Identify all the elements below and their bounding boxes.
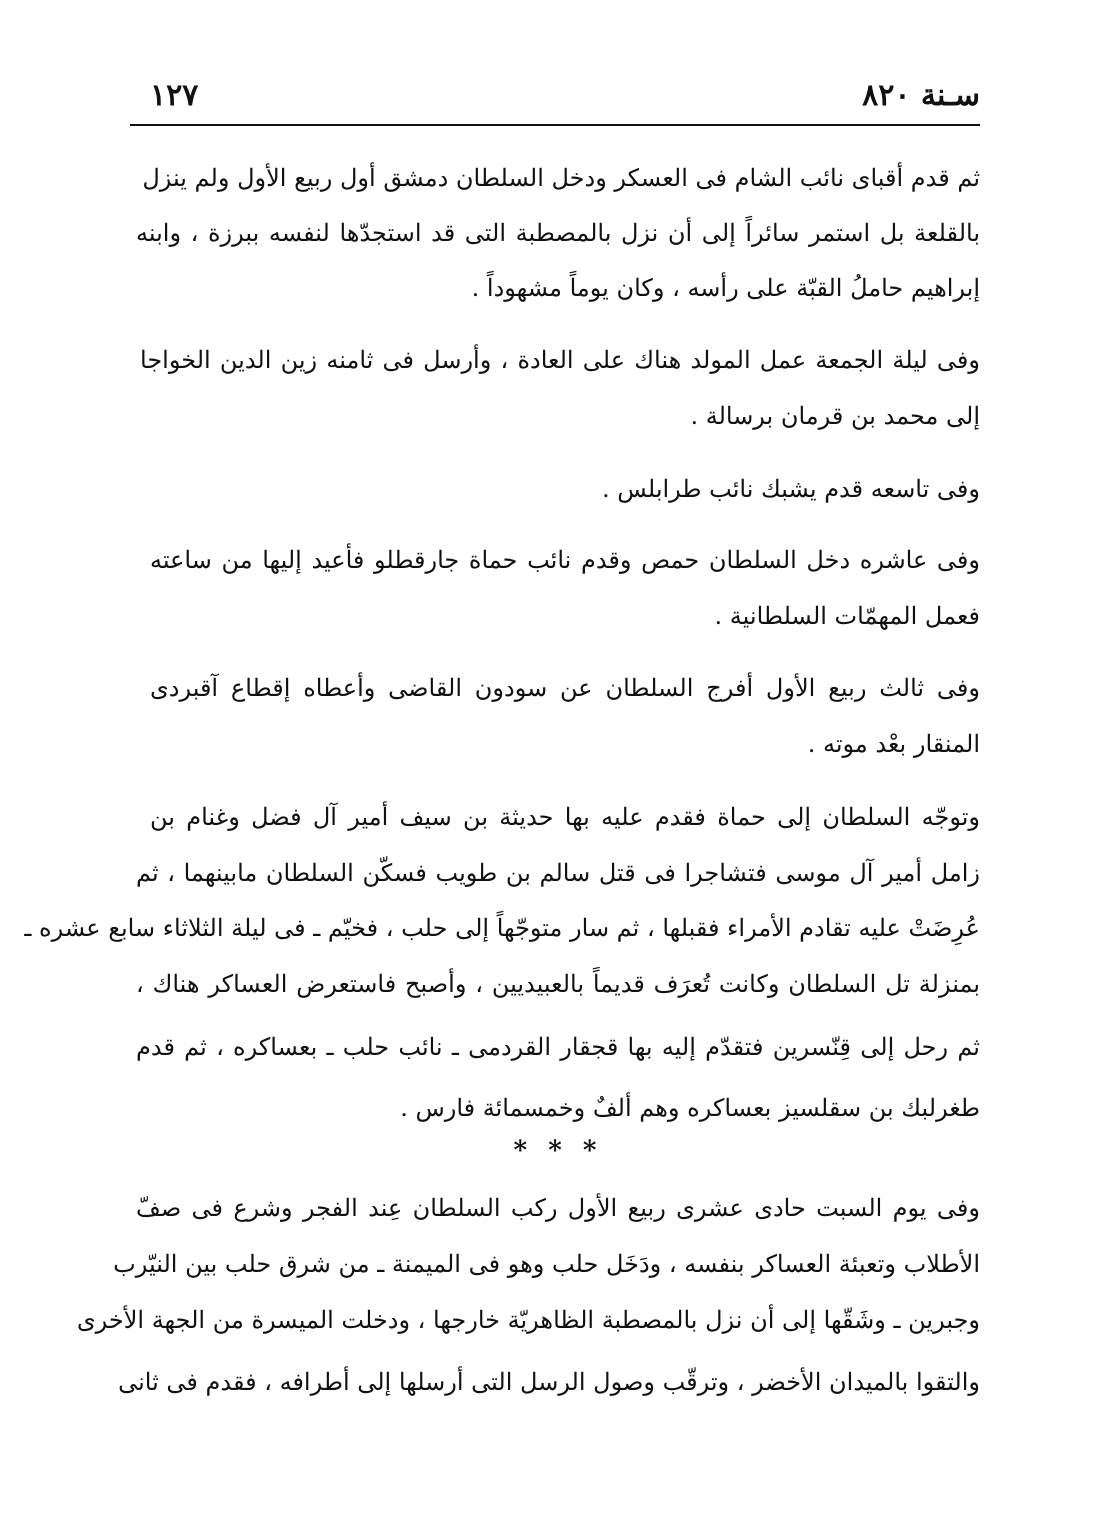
text-line: طغرلبك بن سقلسيز بعساكره وهم ألفٌ وخمسمائة فارس . (400, 1094, 980, 1122)
text-line: وجبرين ـ وشَقّها إلى أن نزل بالمصطبة الظاهريّة خارجها ، ودخلت الميسرة من الجهة الأخرى (76, 1306, 980, 1334)
text-line: وفى يوم السبت حادى عشرى ربيع الأول ركب السلطان عِند الفجر وشرع فى صفّ (136, 1194, 980, 1222)
text-line: وفى ثالث ربيع الأول أفرج السلطان عن سودون القاضى وأعطاه إقطاع آقبردى (150, 674, 980, 702)
text-line: إبراهيم حاملُ القبّة على رأسه ، وكان يوماً مشهوداً . (471, 274, 980, 302)
text-line: وفى عاشره دخل السلطان حمص وقدم نائب حماة جارقطلو فأعيد إليها من ساعته (150, 546, 980, 574)
text-line: بالقلعة بل استمر سائراً إلى أن نزل بالمصطبة التى قد استجدّها لنفسه ببرزة ، وابنه (136, 219, 980, 247)
text-line: زامل أمير آل موسى فتشاجرا فى قتل سالم بن طويب فسكّن السلطان مابينهما ، ثم (136, 859, 980, 887)
text-line: وفى تاسعه قدم يشبك نائب طرابلس . (602, 475, 980, 503)
text-line: إلى محمد بن قرمان برسالة . (690, 402, 980, 430)
text-line: بمنزلة تل السلطان وكانت تُعرَف قديماً بالعبيديين ، وأصبح فاستعرض العساكر هناك ، (136, 970, 980, 998)
text-line: ثم قدم أقباى نائب الشام فى العسكر ودخل السلطان دمشق أول ربيع الأول ولم ينزل (142, 164, 980, 192)
page-header (130, 78, 980, 118)
text-line: الأطلاب وتعبئة العساكر بنفسه ، ودَخَل حلب وهو فى الميمنة ـ من شرق حلب بين النيّرب (113, 1250, 980, 1278)
text-line: المنقار بعْد موته . (807, 730, 980, 758)
running-title: سـنة ٨٢٠ (862, 78, 980, 113)
section-separator: * * * (513, 1136, 603, 1166)
text-line: والتقوا بالميدان الأخضر ، وترقّب وصول الرسل التى أرسلها إلى أطرافه ، فقدم فى ثانى (118, 1368, 980, 1396)
page-number: ١٢٧ (150, 78, 199, 113)
text-line: وتوجّه السلطان إلى حماة فقدم عليه بها حديثة بن سيف أمير آل فضل وغنام بن (150, 803, 980, 831)
text-line: ثم رحل إلى قِنّسرين فتقدّم إليه بها قجقار القردمى ـ نائب حلب ـ بعساكره ، ثم قدم (136, 1033, 980, 1061)
text-line: فعمل المهمّات السلطانية . (714, 602, 980, 630)
header-rule (130, 124, 980, 126)
text-line: عُرِضَتْ عليه تقادم الأمراء فقبلها ، ثم سار متوجّهاً إلى حلب ، فخيّم ـ فى ليلة الثلاثاء سابع عشره ـ (24, 914, 980, 942)
text-line: وفى ليلة الجمعة عمل المولد هناك على العادة ، وأرسل فى ثامنه زين الدين الخواجا (140, 346, 980, 374)
